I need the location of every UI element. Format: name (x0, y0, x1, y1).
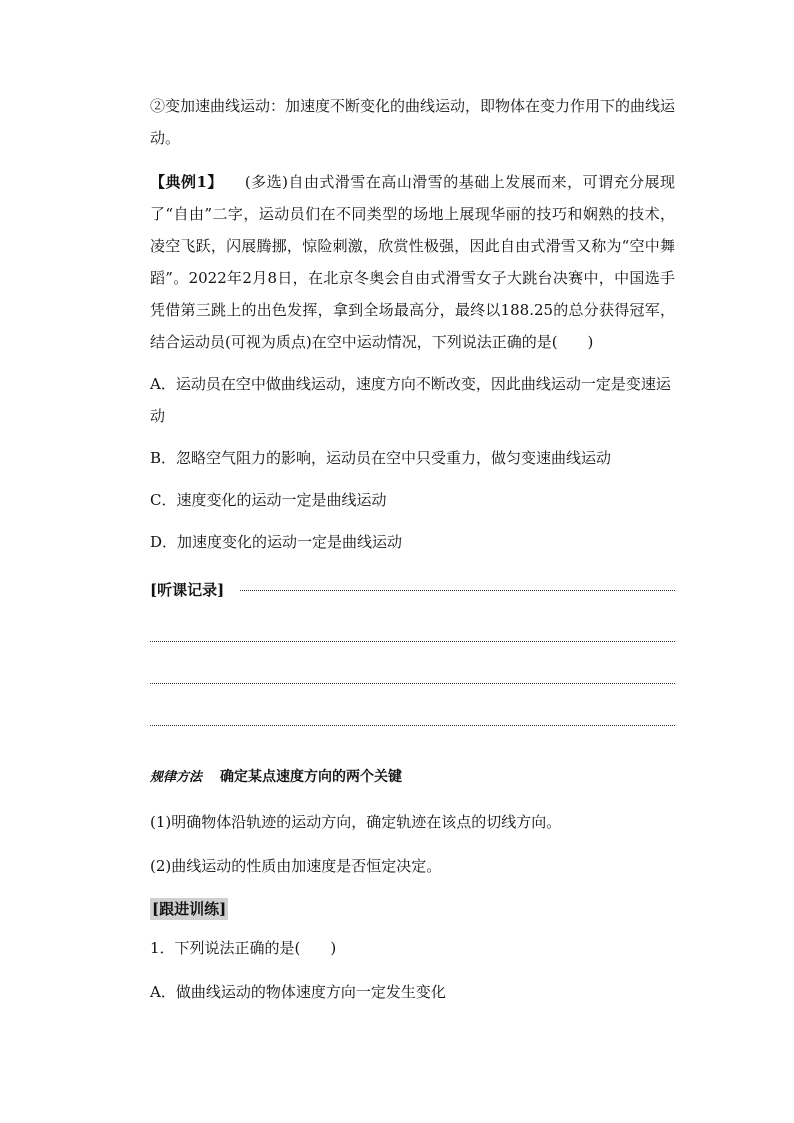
training-tag: [跟进训练] (152, 900, 227, 918)
notes-line-2 (150, 641, 675, 642)
method-title: 确定某点速度方向的两个关键 (220, 769, 403, 785)
notes-line-4 (150, 725, 675, 726)
training-option-a: A．做曲线运动的物体速度方向一定发生变化 (150, 983, 446, 1001)
example-body: (多选)自由式滑雪在高山滑雪的基础上发展而来，可谓充分展现了“自由”二字，运动员们在不同类型的场地上展现华丽的技巧和娴熟的技术，凌空飞跃，闪展腾挪，惊险刺激，欣赏性极强，因此自由式滑雪又称为“空中舞蹈”。2022年2月8日，在北京冬奥会自由式滑雪女子大跳台决赛中，中国选手凭借第三跳上的出色发挥，拿到全场最高分，最终以188.25的总分获得冠军，结合运动员(可视为质点)在空中运动情况，下列说法正确的是( ) (150, 173, 675, 351)
method-item-1: (1)明确物体沿轨迹的运动方向，确定轨迹在该点的切线方向。 (150, 813, 562, 831)
option-a: A．运动员在空中做曲线运动，速度方向不断改变，因此曲线运动一定是变速运动 (150, 375, 671, 425)
method-heading (150, 760, 675, 794)
notes-label: [听课记录] (150, 581, 225, 599)
option-c: C．速度变化的运动一定是曲线运动 (150, 491, 387, 509)
notes-line-3 (150, 683, 675, 684)
example-tag: 【典例1】 (150, 173, 223, 191)
option-b: B．忽略空气阻力的影响，运动员在空中只受重力，做匀变速曲线运动 (150, 449, 612, 467)
example-1-stem (150, 166, 675, 358)
notes-line-1 (240, 590, 675, 591)
training-question: 1．下列说法正确的是( ) (150, 939, 337, 957)
option-d: D．加速度变化的运动一定是曲线运动 (150, 533, 403, 551)
method-tag: 规律方法 (150, 770, 203, 785)
method-item-2: (2)曲线运动的性质由加速度是否恒定决定。 (150, 857, 442, 875)
notes-row (150, 568, 675, 600)
document-page (150, 90, 675, 1008)
intro-paragraph: ②变加速曲线运动：加速度不断变化的曲线运动，即物体在变力作用下的曲线运动。 (150, 97, 676, 147)
